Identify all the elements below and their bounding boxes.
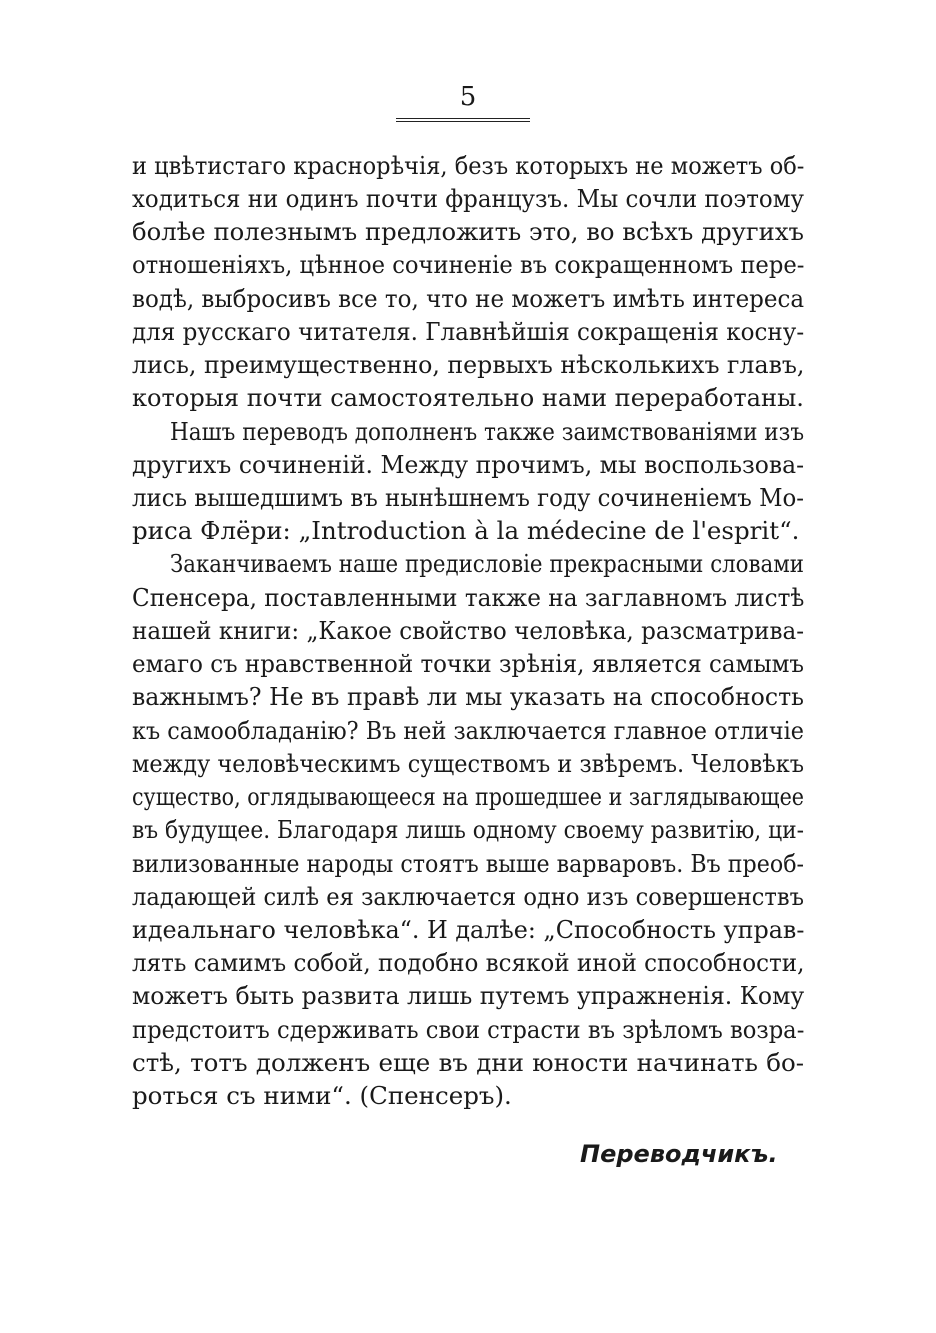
text-line: болѣе полезнымъ предложить это, во всѣхъ другихъ — [132, 217, 804, 246]
text-line: стѣ, тотъ долженъ еще въ дни юности начинать бо- — [132, 1048, 804, 1077]
text-line: предстоитъ сдерживать свои страсти въ зрѣломъ возра- — [132, 1015, 805, 1044]
text-line: ходиться ни одинъ почти французъ. Мы сочли поэтому — [132, 184, 804, 213]
text-line: между человѣческимъ существомъ и звѣремъ. Человѣкъ — [132, 749, 804, 778]
text-line: емаго съ нравственной точки зрѣнія, является самымъ — [132, 649, 804, 678]
text-line: лись вышедшимъ въ нынѣшнемъ году сочиненіемъ Мо- — [132, 483, 804, 512]
text-line: къ самообладанію? Въ ней заключается главное отличіе — [132, 716, 804, 745]
text-line: для русскаго читателя. Главнѣйшія сокращенія косну- — [132, 317, 805, 346]
text-line: водѣ, выбросивъ все то, что не можетъ имѣть интереса — [132, 284, 805, 313]
header-rule — [396, 118, 530, 122]
text-line: Заканчиваемъ наше предисловіе прекрасными словами — [170, 549, 804, 578]
text-line: другихъ сочиненій. Между прочимъ, мы воспользова- — [132, 450, 804, 479]
text-line: и цвѣтистаго краснорѣчія, безъ которыхъ не можетъ об- — [132, 151, 805, 180]
text-line: лять самимъ собой, подобно всякой иной способности, — [132, 948, 805, 977]
text-line: ладающей силѣ ея заключается одно изъ совершенствъ — [132, 882, 804, 911]
text-line: идеальнаго человѣка“. И далѣе: „Способность управ- — [132, 915, 805, 944]
signature: Переводчикъ. — [580, 1140, 778, 1168]
text-line: въ будущее. Благодаря лишь одному своему развитію, ци- — [132, 815, 804, 844]
text-line: которыя почти самостоятельно нами переработаны. — [132, 383, 804, 412]
text-line: отношеніяхъ, цѣнное сочиненіе въ сокращенномъ пере- — [132, 250, 805, 279]
text-line: существо, оглядывающееся на прошедшее и заглядывающее — [132, 782, 804, 811]
text-line: роться съ ними“. (Спенсеръ). — [132, 1081, 512, 1110]
text-line: можетъ быть развита лишь путемъ упражненія. Кому — [132, 981, 805, 1010]
text-line: риса Флёри: „Introduction à la médecine de l'esprit“. — [132, 516, 800, 545]
text-line: вилизованные народы стоятъ выше варваровъ. Въ преоб- — [132, 849, 805, 878]
text-line: важнымъ? Не въ правѣ ли мы указать на способность — [132, 682, 804, 711]
text-line: лись, преимущественно, первыхъ нѣсколькихъ главъ, — [132, 350, 805, 379]
page-number: 5 — [459, 82, 477, 112]
text-line: Спенсера, поставленными также на заглавномъ листѣ — [132, 583, 805, 612]
text-line: Нашъ переводъ дополненъ также заимствованіями изъ — [170, 417, 805, 446]
text-line: нашей книги: „Какое свойство человѣка, разсматрива- — [132, 616, 804, 645]
